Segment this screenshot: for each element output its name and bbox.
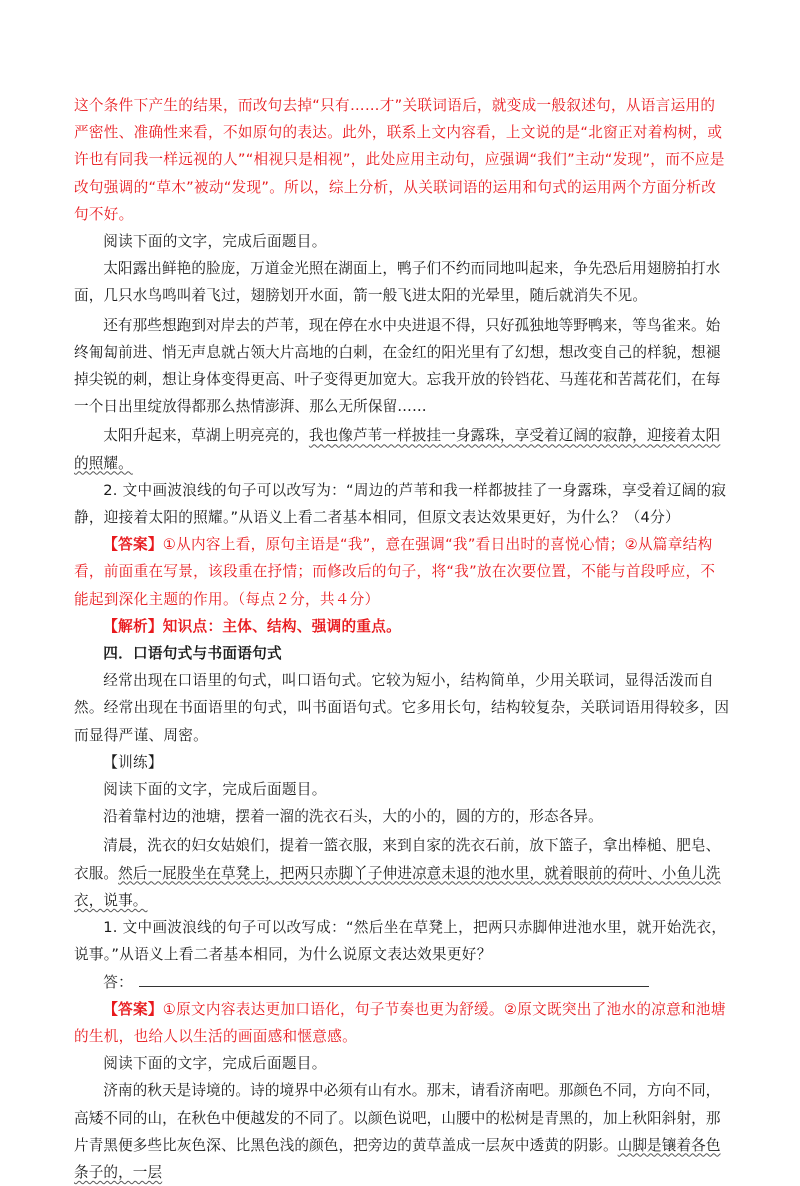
answer-blank-line[interactable] (139, 972, 649, 987)
question-1: 1. 文中画波浪线的句子可以改写成：“然后坐在草凳上，把两只赤脚伸进池水里，就开始洗衣，说事。”从语义上看二者基本相同，为什么说原文表达效果更好？ (74, 919, 727, 964)
passage3-plain-text: 济南的秋天是诗境的。诗的境界中必须有山有水。那末，请看济南吧。那颜色不同，方向不同，高矮不同的山，在秋色中便越发的不同了。以颜色说吧，山腰中的松树是青黑的，加上秋阳斜射，那片青黑便多些比灰色深、比黑色浅的颜色，把旁边的黄草盖成一层灰中透黄的阴影。 (74, 1082, 721, 1154)
passage2-paragraph-1: 沿着靠村边的池塘，摆着一溜的洗衣石头，大的小的，圆的方的，形态各异。 (103, 808, 603, 826)
passage1-paragraph-3 (74, 422, 730, 476)
previous-analysis-paragraph: 这个条件下产生的结果，而改句去掉“只有……才”关联词语后，就变成一般叙述句，从语言运用的严密性、准确性来看，不如原句的表达。此外，联系上文内容看，上文说的是“北窗正对着构树，或许也有同我一样远视的人”“相视只是相视”，此处应用主动句，应强调“我们”主动“发现”，而不应是改句强调的“草木”被动“发现”。所以，综上分析，从关联词语的运用和句式的运用两个方面分析改句不好。 (74, 97, 725, 223)
answer-text: ①从内容上看，原句主语是“我”，意在强调“我”看日出时的喜悦心情；②从篇章结构看，前面重在写景，该段重在抒情；而修改后的句子，将“我”放在次要位置，不能与首段呼应，不能起到深化主题的作用。（每点２分，共４分） (74, 536, 716, 608)
question-2: 2. 文中画波浪线的句子可以改写为：“周边的芦苇和我一样都披挂了一身露珠，享受着辽阔的寂静，迎接着太阳的照耀。”从语义上看二者基本相同，但原文表达效果更好，为什么？（4分） (74, 481, 727, 527)
passage3-wavy-sentence: 山脚是镶着各色条子的，一层 (74, 1136, 721, 1181)
document-page (74, 92, 730, 1186)
answer-prompt-line (74, 969, 730, 996)
training-label: 【训练】 (103, 753, 163, 771)
reading-passage-2 (74, 803, 730, 914)
passage2-paragraph-2 (74, 832, 730, 914)
reading-instruction-2: 阅读下面的文字，完成后面题目。 (103, 781, 327, 799)
passage1-paragraph-2: 还有那些想跑到对岸去的芦苇，现在停在水中央进退不得，只好孤独地等野鸭来，等鸟雀来。始终匍匐前进、悄无声息就占领大片高地的白刺，在金红的阳光里有了幻想，想改变自己的样貌，想褪掉尖锐的刺，想让身体变得更高、叶子变得更加宽大。忘我开放的铃铛花、马莲花和苦蒿花们，在每一个日出里绽放得都那么热情澎湃、那么无所保留…… (74, 316, 721, 416)
answer-label: 【答案】 (103, 1000, 163, 1018)
answer-block-1 (74, 531, 730, 613)
reading-instruction-3: 阅读下面的文字，完成后面题目。 (103, 1055, 327, 1073)
answer-label: 【答案】 (103, 536, 163, 554)
answer-block-2 (74, 996, 730, 1050)
passage2-wavy-sentence: 然后一屁股坐在草凳上，把两只赤脚丫子伸进凉意未退的池水里，就着眼前的荷叶、小鱼儿洗衣，说事。 (74, 864, 721, 909)
analysis-block (74, 613, 730, 640)
answer-text: ①原文内容表达更加口语化，句子节奏也更为舒缓。②原文既突出了池水的凉意和池塘的生机，也给人以生活的画面感和惬意感。 (74, 1000, 726, 1045)
analysis-text: 知识点：主体、结构、强调的重点。 (162, 617, 402, 635)
reading-instruction-1: 阅读下面的文字，完成后面题目。 (103, 233, 327, 251)
passage2-plain-text: 清晨，洗衣的妇女姑娘们，提着一篮衣服，来到自家的洗衣石前，放下篮子，拿出棒槌、肥皂、衣服。 (74, 837, 721, 882)
analysis-label: 【解析】 (103, 617, 163, 635)
passage1-plain-text: 太阳升起来，草湖上明亮亮的， (103, 427, 309, 445)
answer-prompt: 答： (103, 973, 133, 991)
passage1-wavy-sentence: 我也像芦苇一样披挂一身露珠，享受着辽阔的寂静，迎接着太阳的照耀。 (74, 427, 721, 472)
section-4-title: 四．口语句式与书面语句式 (103, 645, 282, 663)
reading-passage-1 (74, 255, 730, 477)
section-4-description: 经常出现在口语里的句式，叫口语句式。它较为短小，结构简单，少用关联词，显得活泼而自然。经常出现在书面语里的句式，叫书面语句式。它多用长句，结构较复杂，关联词语用得较多，因而显得严谨、周密。 (74, 672, 730, 744)
passage1-paragraph-1: 太阳露出鲜艳的脸庞，万道金光照在湖面上，鸭子们不约而同地叫起来，争先恐后用翅膀拍打水面，几只水鸟鸣叫着飞过，翅膀划开水面，箭一般飞进太阳的光晕里，随后就消失不见。 (74, 260, 721, 305)
